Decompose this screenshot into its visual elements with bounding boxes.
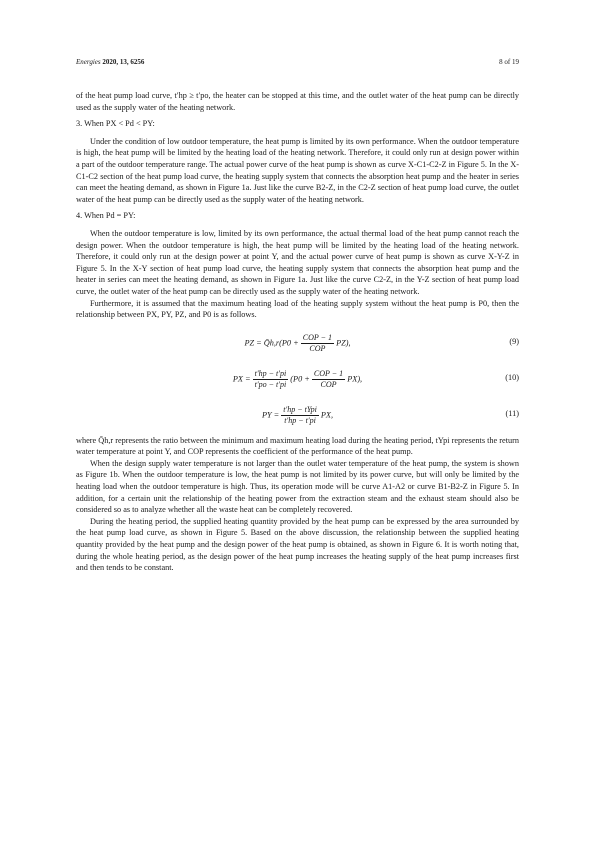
eq9-number: (9) bbox=[509, 336, 519, 346]
paragraph-design-supply: When the design supply water temperature is not larger than the outlet water temperature of the heat pump, the system is shown as Figure 1b. When the outdoor temperature is low, the heat pump is not limited by its power curve, but will only be limited by the heating load when the outdoor temperature is high. Thus, its operation mode will be curve A1-A2 or curve B1-B2-Z in Figure 5. In addition, for a certain unit the relationship of the heating power from the extraction steam and the exhaust steam should also be considered so as to analyze whether all the waste heat can be completely recovered. bbox=[76, 458, 519, 515]
eq10-pre: PX = bbox=[232, 374, 253, 384]
eq11-numerator: t′hp − tYpi bbox=[283, 404, 317, 414]
paragraph-case-3: Under the condition of low outdoor temperature, the heat pump is limited by its own performance. When the outdoor temperature is high, the heat pump will be limited by the heating load of the heating network. Therefore, it could only run at design power within a part of the outdoor temperature range. The actual power curve of the heat pump is shown as curve X-C1-C2-Z in Figure 5. In the X-C1-C2 section of the heat pump load curve, the heating supply system that connects the absorption heat pump and the heater in series can meet the heating demand, as shown in Figure 1a. Just like the curve B2-Z, in the C2-Z section of heat pump load curve, the outlet water of the heat pump can be directly used as the supply water of the heating network. bbox=[76, 136, 519, 204]
eq10-denominator-b: COP bbox=[320, 379, 337, 389]
case-4-heading: 4. When Pd = PY: bbox=[76, 211, 136, 221]
eq11-number: (11) bbox=[505, 408, 519, 418]
paragraph-assumption: Furthermore, it is assumed that the maximum heating load of the heating supply system without the heat pump is P0, then the relationship between PX, PY, PZ, and P0 is as follows. bbox=[76, 298, 519, 320]
eq11-rhs: PX, bbox=[320, 410, 334, 420]
eq10-numerator-a: t′hp − t′pi bbox=[254, 368, 287, 378]
eq9-fraction bbox=[301, 333, 334, 354]
eq9-denominator: COP bbox=[309, 343, 326, 353]
eq10-rhs: PX), bbox=[347, 374, 363, 384]
case-3-heading: 3. When PX < Pd < PY: bbox=[76, 119, 155, 129]
eq11-pre: PY = bbox=[261, 410, 282, 420]
paragraph-continued: of the heat pump load curve, t′hp ≥ t′po, the heater can be stopped at this time, and the outlet water of the heat pump can be directly used as the supply water of the heating network. bbox=[76, 91, 519, 112]
equation-9 bbox=[76, 327, 519, 357]
eq10-numerator-b: COP − 1 bbox=[313, 368, 344, 378]
paragraph-heating-period: During the heating period, the supplied heating quantity provided by the heat pump can be expressed by the area surrounded by the heat pump load curve, as shown in Figure 5. Based on the above discussion, the relationship between the supplied heating quantity provided by the heat pump and the design power of the heat pump is obtained, as shown in Figure 6. It is worth noting that, during the whole heating period, as the design power of the heat pump increases the heating supply of the heat pump increases first and then tends to be constant. bbox=[76, 516, 519, 573]
paragraph-where: where Q̄h,r represents the ratio between the minimum and maximum heating load during the heating period, tYpi represents the return water temperature at point Y, and COP represents the coefficient of the performance of the heat pump. bbox=[76, 435, 519, 457]
equation-10 bbox=[76, 363, 519, 393]
article-body bbox=[76, 90, 519, 579]
eq9-lhs: PZ = Q̄h,r(P0 + bbox=[244, 338, 301, 348]
equation-11 bbox=[76, 399, 519, 429]
paragraph-case-4: When the outdoor temperature is low, limited by its own performance, the actual thermal load of the heat pump cannot reach the design power. When the outdoor temperature is high, the heat pump will be limited by the heating load of the heating network. Therefore, it could only run at the design power at point Y, and the actual power curve of heat pump is shown as curve X-Y-Z in Figure 5. In the X-Y section of heat pump load curve, the heating supply system that connects the absorption heat pump and the heater in series can meet the heating demand, as shown in Figure 1a. Just like the curve C2-Z, in the Y-Z section of heat pump load curve, the outlet water of the heat pump can be directly used as the supply water of the heating network. bbox=[76, 228, 519, 296]
eq10-denominator-a: t′po − t′pi bbox=[254, 379, 287, 389]
eq10-fraction-b bbox=[312, 369, 345, 390]
page-header bbox=[76, 58, 519, 70]
eq10-mid: (P0 + bbox=[290, 374, 312, 384]
eq10-number: (10) bbox=[505, 372, 519, 382]
volume-info: 2020, 13, 6256 bbox=[102, 58, 145, 66]
journal-name: Energies bbox=[76, 58, 101, 66]
eq10-fraction-a bbox=[253, 369, 289, 390]
page-number: 8 of 19 bbox=[499, 58, 519, 66]
eq9-rhs: PZ), bbox=[336, 338, 351, 348]
eq9-numerator: COP − 1 bbox=[302, 332, 333, 342]
eq11-denominator: t′hp − t′pi bbox=[284, 415, 316, 425]
eq11-fraction bbox=[281, 405, 319, 426]
